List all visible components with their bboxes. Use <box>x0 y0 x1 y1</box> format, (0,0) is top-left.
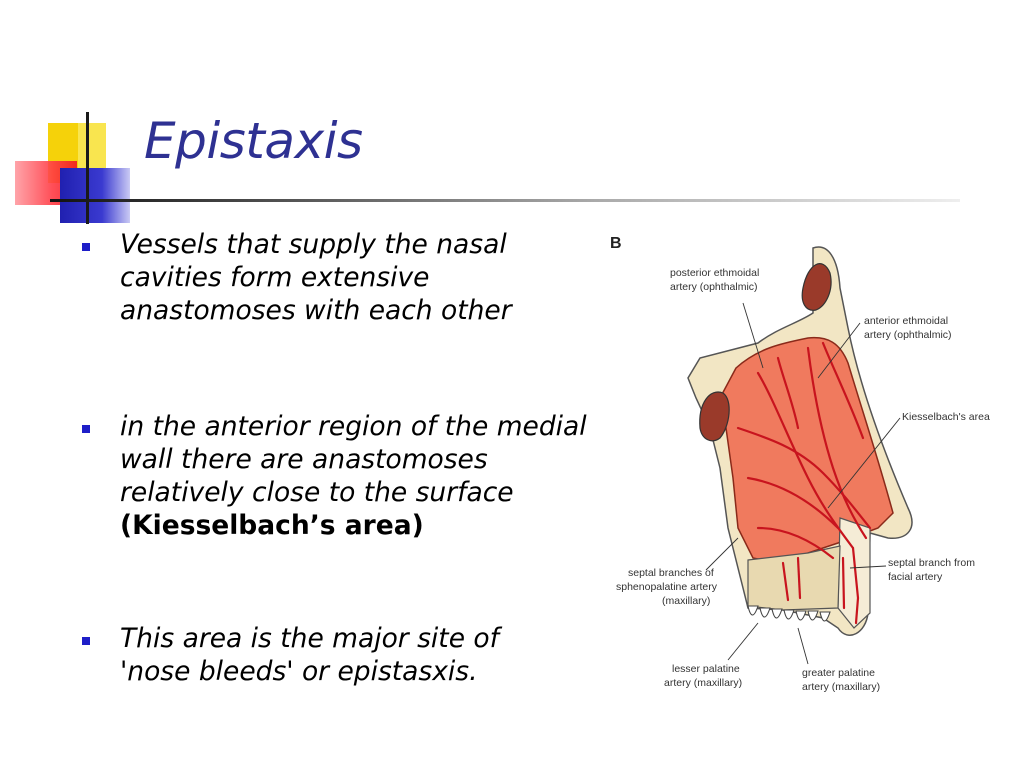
label-greater-palatine-sub: artery (maxillary) <box>802 681 881 693</box>
label-septal-branch-facial-sub: facial artery <box>888 571 943 583</box>
slide-title: Epistaxis <box>144 112 363 170</box>
decor-yellow-square-2 <box>78 123 106 168</box>
bullet-text: This area is the major site of 'nose bleeds' or epistasxis. <box>120 623 499 687</box>
title-underline <box>50 199 960 202</box>
decor-blue-square <box>60 168 130 223</box>
label-septal-branches-sphenopalatine-sub2: (maxillary) <box>662 595 711 607</box>
decor-vertical-line <box>86 112 89 224</box>
bullet-square-icon <box>82 243 90 251</box>
bullet-text: Vessels that supply the nasal cavities form extensive anastomoses with each other <box>120 229 512 326</box>
label-greater-palatine: greater palatine <box>802 667 875 679</box>
bullet-text: in the anterior region of the medial wall there are anastomoses relatively close to the surface <box>120 411 587 508</box>
label-lesser-palatine: lesser palatine <box>672 663 740 675</box>
figure-corner-letter: B <box>610 235 622 252</box>
bullet-item <box>78 228 560 327</box>
label-kiesselbach-area: Kiesselbach's area <box>902 411 990 423</box>
label-septal-branches-sphenopalatine-sub: sphenopalatine artery <box>616 581 717 593</box>
bullet-item <box>78 622 540 688</box>
label-anterior-ethmoidal-sub: artery (ophthalmic) <box>864 329 952 341</box>
bullet-item <box>78 410 590 542</box>
bullet-emphasis: (Kiesselbach’s area) <box>120 510 424 541</box>
label-septal-branch-facial: septal branch from <box>888 557 975 569</box>
bullet-square-icon <box>82 425 90 433</box>
label-posterior-ethmoidal-sub: artery (ophthalmic) <box>670 281 758 293</box>
label-anterior-ethmoidal: anterior ethmoidal <box>864 315 949 327</box>
label-lesser-palatine-sub: artery (maxillary) <box>664 677 743 689</box>
label-septal-branches-sphenopalatine: septal branches of <box>628 567 714 579</box>
label-posterior-ethmoidal: posterior ethmoidal <box>670 267 760 279</box>
bullet-square-icon <box>82 637 90 645</box>
nasal-septum-illustration <box>608 228 1000 714</box>
